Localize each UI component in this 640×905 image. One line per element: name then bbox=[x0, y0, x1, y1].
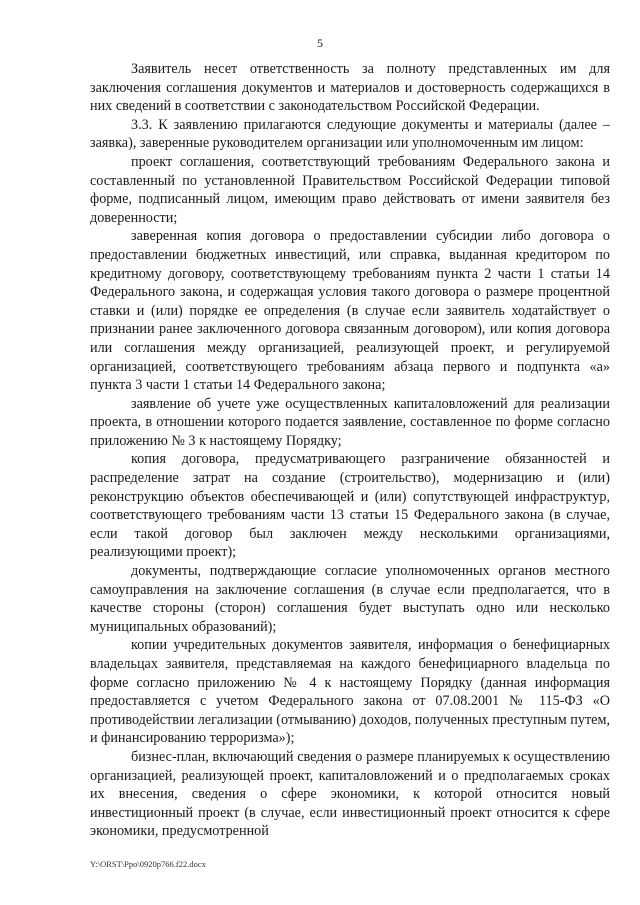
paragraph: документы, подтверждающие согласие уполномоченных органов местного самоуправления на заключение соглашения (в случае если предполагается, что в качестве стороны (сторон) соглашения будет выступать одно или несколько муниципальных образований); bbox=[90, 563, 610, 635]
paragraph: заявление об учете уже осуществленных капиталовложений для реализации проекта, в отношении которого подается заявление, составленное по форме согласно приложению № 3 к настоящему Порядку; bbox=[90, 395, 610, 449]
paragraph: копии учредительных документов заявителя, информация о бенефициарных владельцах заявителя, представляемая на каждого бенефициарного владельца по форме согласно приложению № 4 к настоящему Порядку (данная информация предоставляется с учетом Федерального закона от 07.08.2001 № 115-ФЗ «О противодействии легализации (отмыванию) доходов, полученных преступным путем, и финансированию терроризма»); bbox=[90, 637, 610, 747]
paragraph: Заявитель несет ответственность за полноту представленных им для заключения соглашения документов и материалов и достоверность содержащихся в них сведений в соответствии с законодательством Российской Федерации. bbox=[90, 61, 610, 115]
document-body bbox=[90, 60, 610, 841]
paragraph: копия договора, предусматривающего разграничение обязанностей и распределение затрат на создание (строительство), модернизацию и (или) реконструкцию объектов обеспечивающей и (или) сопутствующей инфраструктур, соответствующего требованиям части 13 статьи 15 Федерального закона (в случае, если такой договор был заключен между несколькими организациями, реализующими проект); bbox=[90, 451, 610, 561]
paragraph: 3.3. К заявлению прилагаются следующие документы и материалы (далее – заявка), заверенные руководителем организации или уполномоченным им лицом: bbox=[90, 116, 610, 152]
footer-file-path: Y:\ORST\Ppo\0920p766.f22.docx bbox=[90, 859, 206, 869]
paragraph: бизнес-план, включающий сведения о размере планируемых к осуществлению организацией, реализующей проект, капиталовложений и о предполагаемых сроках их внесения, сведения о сфере экономики, к которой относится новый инвестиционный проект (в случае, если инвестиционный проект относится к сфере экономики, предусмотренной bbox=[90, 748, 610, 840]
paragraph: заверенная копия договора о предоставлении субсидии либо договора о предоставлении бюджетных инвестиций, или справка, выданная кредитором по кредитному договору, соответствующему требованиям пункта 2 части 1 статьи 14 Федерального закона, и содержащая условия такого договора о размере процентной ставки и (или) порядке ее определения (в случае если заявитель ходатайствует о признании ранее заключенного договора связанным договором), или копия договора или соглашения между организацией, реализующей проект, и регулируемой организацией, соответствующего требованиям абзаца первого и подпункта «а» пункта 3 части 1 статьи 14 Федерального закона; bbox=[90, 228, 610, 394]
page-number: 5 bbox=[317, 36, 323, 50]
paragraph: проект соглашения, соответствующий требованиям Федерального закона и составленный по установленной Правительством Российской Федерации типовой форме, подписанный лицом, имеющим право действовать от имени заявителя без доверенности; bbox=[90, 153, 610, 226]
